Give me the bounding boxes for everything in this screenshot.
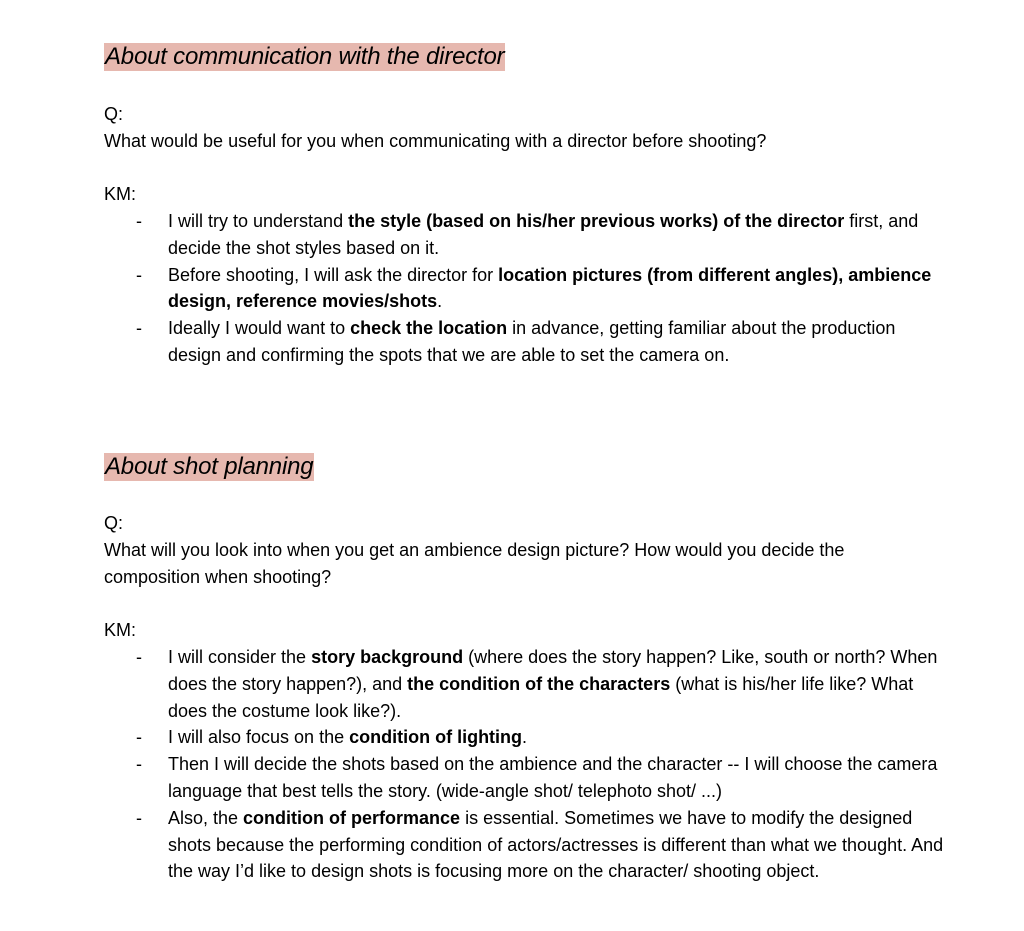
answer-text: I will consider the <box>168 647 312 667</box>
bullet-dash: - <box>136 647 142 667</box>
answer-item <box>104 208 944 262</box>
answer-list <box>104 208 944 369</box>
answer-text: Before shooting, I will ask the director for <box>168 264 499 285</box>
answer-text: I will try to understand <box>168 211 349 231</box>
bullet-dash: - <box>136 807 142 828</box>
answer-emphasis: the condition of the characters <box>407 673 671 694</box>
answer-emphasis: condition of lighting <box>349 727 523 748</box>
section-heading-communication <box>104 42 505 72</box>
question-text: What will you look into when you get an ambience design picture? How would you decide the composition when shooting? <box>104 540 845 587</box>
bullet-dash: - <box>136 727 142 748</box>
answer-text: (where does the story happen? Like, south or north? When does the story happen?), and <box>168 647 938 694</box>
heading-highlight: About communication with the director <box>105 43 505 70</box>
answer-emphasis: condition of performance <box>243 807 461 828</box>
question-label: Q: <box>104 104 124 124</box>
bullet-dash: - <box>136 211 142 231</box>
bullet-dash: - <box>136 318 142 339</box>
answer-text: Ideally I would want to <box>168 318 351 339</box>
section-heading-shot-planning <box>104 452 314 482</box>
answer-text: (what is his/her life like? What does the costume look like?). <box>168 673 914 721</box>
answer-item <box>104 315 944 369</box>
answer-emphasis: story background <box>311 647 464 667</box>
bullet-dash: - <box>136 264 142 285</box>
answer-text: . <box>522 727 528 748</box>
answer-item <box>104 724 944 751</box>
answer-text: I will also focus on the <box>168 727 350 748</box>
answer-item <box>104 805 944 885</box>
question-label: Q: <box>104 513 124 533</box>
answer-item <box>104 751 944 805</box>
answer-list <box>104 644 944 885</box>
answer-text: Also, the <box>168 807 244 828</box>
answer-text: is essential. Sometimes we have to modify the designed shots because the performing condition of actors/actresses is different than what we thought. And the way I’d like to design shots is focusing more on the character/ shooting object. <box>168 807 944 882</box>
answer-text: Then I will decide the shots based on the ambience and the character -- I will choose the camera language that best tells the story. (wide-angle shot/ telephoto shot/ ...) <box>168 754 938 801</box>
answer-text: in advance, getting familiar about the production design and confirming the spots that we are able to set the camera on. <box>168 318 896 365</box>
answer-emphasis: check the location <box>350 318 508 339</box>
answer-text: . <box>437 291 443 312</box>
heading-highlight: About shot planning <box>105 453 314 480</box>
answer-item <box>104 262 944 316</box>
answer-emphasis: the style (based on his/her previous works) of the director <box>348 211 845 231</box>
answer-emphasis: location pictures (from different angles), ambience design, reference movies/shots <box>168 264 932 312</box>
answer-label: KM: <box>104 184 137 204</box>
answer-label: KM: <box>104 620 137 640</box>
bullet-dash: - <box>136 754 142 775</box>
answer-text: first, and decide the shot styles based on it. <box>168 211 919 258</box>
question-text: What would be useful for you when communicating with a director before shooting? <box>104 131 767 151</box>
answer-item <box>104 644 944 724</box>
